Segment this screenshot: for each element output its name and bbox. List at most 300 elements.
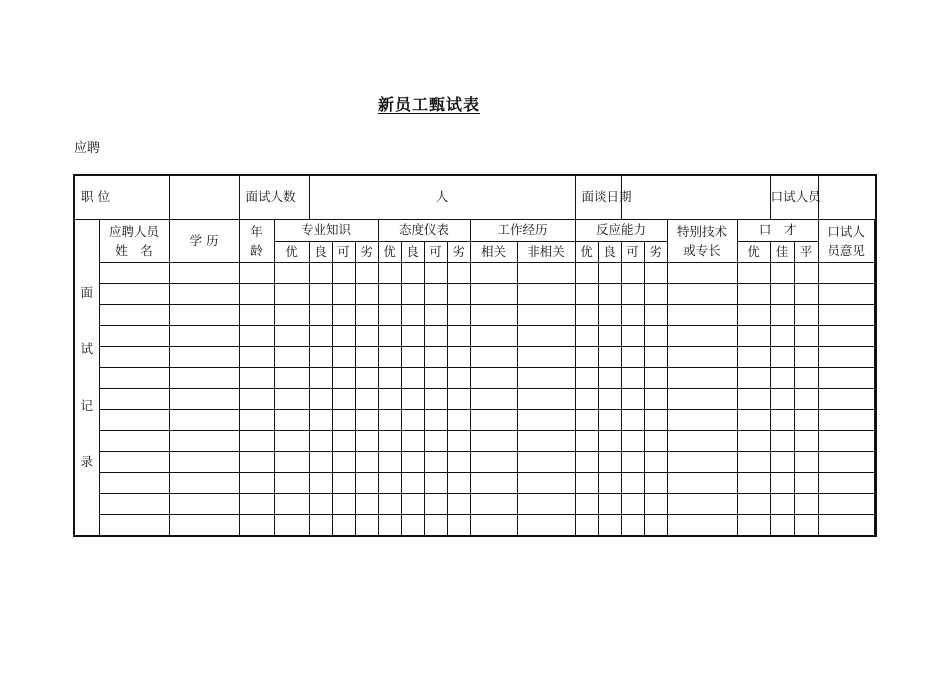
table-cell[interactable] bbox=[355, 368, 378, 389]
table-cell[interactable] bbox=[575, 515, 598, 537]
table-cell[interactable] bbox=[99, 452, 169, 473]
table-cell[interactable] bbox=[99, 305, 169, 326]
table-cell[interactable] bbox=[401, 410, 424, 431]
table-cell[interactable] bbox=[598, 515, 621, 537]
table-cell[interactable] bbox=[818, 410, 874, 431]
table-cell[interactable] bbox=[667, 389, 737, 410]
table-cell[interactable] bbox=[517, 347, 575, 368]
table-cell[interactable] bbox=[598, 494, 621, 515]
table-cell[interactable] bbox=[99, 431, 169, 452]
table-cell[interactable] bbox=[274, 263, 309, 284]
table-cell[interactable] bbox=[424, 389, 447, 410]
table-cell[interactable] bbox=[737, 515, 770, 537]
form-title: 新员工甄试表 bbox=[377, 95, 480, 114]
table-cell[interactable] bbox=[818, 452, 874, 473]
table-cell[interactable] bbox=[99, 494, 169, 515]
table-cell[interactable] bbox=[818, 515, 874, 537]
table-cell[interactable] bbox=[332, 389, 355, 410]
table-cell[interactable] bbox=[424, 410, 447, 431]
table-cell[interactable] bbox=[737, 410, 770, 431]
table-cell[interactable] bbox=[169, 284, 239, 305]
professional-knowledge-header: 专业知识 bbox=[274, 220, 378, 242]
table-cell[interactable] bbox=[99, 284, 169, 305]
table-cell[interactable] bbox=[169, 368, 239, 389]
table-cell[interactable] bbox=[332, 452, 355, 473]
table-cell[interactable] bbox=[470, 368, 517, 389]
table-cell[interactable] bbox=[309, 431, 332, 452]
table-cell[interactable] bbox=[99, 410, 169, 431]
table-cell[interactable] bbox=[517, 326, 575, 347]
table-cell[interactable] bbox=[737, 431, 770, 452]
table-cell[interactable] bbox=[274, 473, 309, 494]
table-cell[interactable] bbox=[517, 494, 575, 515]
table-cell[interactable] bbox=[99, 368, 169, 389]
table-cell[interactable] bbox=[239, 473, 274, 494]
table-cell[interactable] bbox=[239, 452, 274, 473]
table-cell[interactable] bbox=[378, 305, 401, 326]
table-cell[interactable] bbox=[818, 473, 874, 494]
table-cell[interactable] bbox=[355, 326, 378, 347]
table-cell[interactable] bbox=[378, 452, 401, 473]
table-cell[interactable] bbox=[309, 326, 332, 347]
table-cell[interactable] bbox=[470, 452, 517, 473]
table-cell[interactable] bbox=[355, 452, 378, 473]
table-cell[interactable] bbox=[447, 368, 470, 389]
table-cell[interactable] bbox=[621, 347, 644, 368]
table-cell[interactable] bbox=[332, 284, 355, 305]
table-cell[interactable] bbox=[332, 368, 355, 389]
table-cell[interactable] bbox=[818, 284, 874, 305]
table-cell[interactable] bbox=[575, 347, 598, 368]
table-cell[interactable] bbox=[378, 389, 401, 410]
table-cell[interactable] bbox=[447, 326, 470, 347]
table-cell[interactable] bbox=[309, 368, 332, 389]
table-cell[interactable] bbox=[309, 473, 332, 494]
table-cell[interactable] bbox=[424, 473, 447, 494]
table-cell[interactable] bbox=[621, 263, 644, 284]
table-cell[interactable] bbox=[332, 410, 355, 431]
table-cell[interactable] bbox=[355, 389, 378, 410]
table-cell[interactable] bbox=[274, 515, 309, 537]
table-cell[interactable] bbox=[621, 326, 644, 347]
table-cell[interactable] bbox=[239, 494, 274, 515]
table-cell[interactable] bbox=[309, 284, 332, 305]
table-cell[interactable] bbox=[794, 389, 818, 410]
table-cell[interactable] bbox=[447, 389, 470, 410]
table-cell[interactable] bbox=[794, 515, 818, 537]
table-cell[interactable] bbox=[447, 347, 470, 368]
table-cell[interactable] bbox=[169, 452, 239, 473]
table-cell[interactable] bbox=[621, 473, 644, 494]
table-cell[interactable] bbox=[401, 347, 424, 368]
table-cell[interactable] bbox=[355, 347, 378, 368]
table-cell[interactable] bbox=[355, 284, 378, 305]
table-cell[interactable] bbox=[447, 263, 470, 284]
table-cell[interactable] bbox=[575, 473, 598, 494]
table-cell[interactable] bbox=[332, 326, 355, 347]
table-row bbox=[74, 410, 876, 431]
table-cell[interactable] bbox=[818, 263, 874, 284]
table-cell[interactable] bbox=[621, 410, 644, 431]
table-cell[interactable] bbox=[667, 452, 737, 473]
table-cell[interactable] bbox=[470, 494, 517, 515]
table-cell[interactable] bbox=[598, 431, 621, 452]
table-cell[interactable] bbox=[239, 284, 274, 305]
table-cell[interactable] bbox=[274, 410, 309, 431]
table-cell[interactable] bbox=[517, 410, 575, 431]
table-cell[interactable] bbox=[169, 410, 239, 431]
table-cell[interactable] bbox=[667, 494, 737, 515]
table-cell[interactable] bbox=[621, 368, 644, 389]
table-cell[interactable] bbox=[424, 284, 447, 305]
table-cell[interactable] bbox=[309, 494, 332, 515]
table-cell[interactable] bbox=[621, 284, 644, 305]
table-cell[interactable] bbox=[470, 410, 517, 431]
table-cell[interactable] bbox=[447, 494, 470, 515]
table-cell[interactable] bbox=[621, 431, 644, 452]
table-cell[interactable] bbox=[239, 347, 274, 368]
table-cell[interactable] bbox=[737, 452, 770, 473]
table-cell[interactable] bbox=[644, 515, 667, 537]
table-cell[interactable] bbox=[309, 389, 332, 410]
table-cell[interactable] bbox=[575, 326, 598, 347]
table-cell[interactable] bbox=[667, 473, 737, 494]
table-cell[interactable] bbox=[378, 410, 401, 431]
table-cell[interactable] bbox=[378, 515, 401, 537]
table-cell[interactable] bbox=[99, 263, 169, 284]
table-cell[interactable] bbox=[99, 515, 169, 537]
table-cell[interactable] bbox=[644, 431, 667, 452]
table-cell[interactable] bbox=[598, 284, 621, 305]
table-cell[interactable] bbox=[239, 389, 274, 410]
table-cell[interactable] bbox=[621, 305, 644, 326]
table-cell[interactable] bbox=[169, 389, 239, 410]
table-cell[interactable] bbox=[818, 389, 874, 410]
table-cell[interactable] bbox=[737, 368, 770, 389]
table-cell[interactable] bbox=[274, 368, 309, 389]
table-cell[interactable] bbox=[355, 305, 378, 326]
table-cell[interactable] bbox=[309, 347, 332, 368]
table-cell[interactable] bbox=[644, 326, 667, 347]
table-cell[interactable] bbox=[274, 284, 309, 305]
table-cell[interactable] bbox=[667, 305, 737, 326]
table-cell[interactable] bbox=[667, 263, 737, 284]
examiner-value-cell[interactable] bbox=[818, 175, 876, 220]
table-cell[interactable] bbox=[447, 410, 470, 431]
table-cell[interactable] bbox=[644, 494, 667, 515]
header-row-1 bbox=[74, 220, 876, 242]
table-cell[interactable] bbox=[770, 347, 794, 368]
table-cell[interactable] bbox=[309, 263, 332, 284]
table-cell[interactable] bbox=[99, 326, 169, 347]
table-cell[interactable] bbox=[770, 410, 794, 431]
table-cell[interactable] bbox=[737, 347, 770, 368]
table-cell[interactable] bbox=[99, 473, 169, 494]
table-cell[interactable] bbox=[737, 473, 770, 494]
table-cell[interactable] bbox=[378, 284, 401, 305]
table-cell[interactable] bbox=[770, 452, 794, 473]
table-cell[interactable] bbox=[598, 452, 621, 473]
table-cell[interactable] bbox=[309, 515, 332, 537]
table-cell[interactable] bbox=[621, 389, 644, 410]
table-cell[interactable] bbox=[239, 431, 274, 452]
table-cell[interactable] bbox=[447, 284, 470, 305]
table-cell[interactable] bbox=[332, 494, 355, 515]
table-cell[interactable] bbox=[355, 263, 378, 284]
table-cell[interactable] bbox=[667, 410, 737, 431]
table-cell[interactable] bbox=[239, 326, 274, 347]
table-cell[interactable] bbox=[378, 494, 401, 515]
table-cell[interactable] bbox=[621, 515, 644, 537]
table-cell[interactable] bbox=[424, 515, 447, 537]
table-cell[interactable] bbox=[517, 368, 575, 389]
table-cell[interactable] bbox=[818, 347, 874, 368]
table-cell[interactable] bbox=[424, 347, 447, 368]
table-cell[interactable] bbox=[737, 494, 770, 515]
table-cell[interactable] bbox=[575, 284, 598, 305]
table-cell[interactable] bbox=[770, 284, 794, 305]
table-cell[interactable] bbox=[470, 389, 517, 410]
table-cell[interactable] bbox=[621, 452, 644, 473]
table-cell[interactable] bbox=[378, 347, 401, 368]
table-cell[interactable] bbox=[794, 431, 818, 452]
table-cell[interactable] bbox=[598, 368, 621, 389]
att-grade-fair: 可 bbox=[424, 242, 447, 263]
table-cell[interactable] bbox=[424, 368, 447, 389]
table-cell[interactable] bbox=[667, 284, 737, 305]
table-cell[interactable] bbox=[575, 431, 598, 452]
table-cell[interactable] bbox=[770, 473, 794, 494]
table-cell[interactable] bbox=[378, 473, 401, 494]
interview-count-unit[interactable]: 人 bbox=[309, 175, 575, 220]
table-cell[interactable] bbox=[794, 284, 818, 305]
table-cell[interactable] bbox=[239, 305, 274, 326]
react-grade-excellent: 优 bbox=[575, 242, 598, 263]
table-cell[interactable] bbox=[424, 431, 447, 452]
table-cell[interactable] bbox=[309, 452, 332, 473]
table-cell[interactable] bbox=[332, 263, 355, 284]
table-cell[interactable] bbox=[401, 431, 424, 452]
interview-date-value-cell[interactable] bbox=[621, 175, 770, 220]
table-cell[interactable] bbox=[239, 368, 274, 389]
table-cell[interactable] bbox=[401, 473, 424, 494]
table-cell[interactable] bbox=[770, 263, 794, 284]
table-cell[interactable] bbox=[770, 326, 794, 347]
table-cell[interactable] bbox=[575, 305, 598, 326]
table-cell[interactable] bbox=[794, 410, 818, 431]
table-cell[interactable] bbox=[770, 368, 794, 389]
table-cell[interactable] bbox=[424, 494, 447, 515]
table-row bbox=[74, 347, 876, 368]
table-cell[interactable] bbox=[644, 284, 667, 305]
table-cell[interactable] bbox=[99, 347, 169, 368]
table-cell[interactable] bbox=[517, 389, 575, 410]
table-cell[interactable] bbox=[378, 368, 401, 389]
table-cell[interactable] bbox=[169, 347, 239, 368]
table-cell[interactable] bbox=[818, 305, 874, 326]
table-cell[interactable] bbox=[517, 515, 575, 537]
table-cell[interactable] bbox=[169, 515, 239, 537]
table-cell[interactable] bbox=[470, 263, 517, 284]
table-cell[interactable] bbox=[737, 284, 770, 305]
table-cell[interactable] bbox=[644, 347, 667, 368]
table-cell[interactable] bbox=[517, 284, 575, 305]
table-cell[interactable] bbox=[470, 515, 517, 537]
table-cell[interactable] bbox=[274, 305, 309, 326]
table-cell[interactable] bbox=[794, 452, 818, 473]
table-cell[interactable] bbox=[598, 263, 621, 284]
table-cell[interactable] bbox=[332, 305, 355, 326]
table-cell[interactable] bbox=[818, 494, 874, 515]
table-cell[interactable] bbox=[575, 389, 598, 410]
table-cell[interactable] bbox=[355, 473, 378, 494]
table-cell[interactable] bbox=[401, 305, 424, 326]
table-cell[interactable] bbox=[470, 431, 517, 452]
table-cell[interactable] bbox=[169, 326, 239, 347]
table-cell[interactable] bbox=[239, 263, 274, 284]
table-cell[interactable] bbox=[770, 431, 794, 452]
table-cell[interactable] bbox=[401, 326, 424, 347]
table-cell[interactable] bbox=[401, 494, 424, 515]
table-cell[interactable] bbox=[447, 473, 470, 494]
table-cell[interactable] bbox=[770, 305, 794, 326]
table-cell[interactable] bbox=[794, 263, 818, 284]
table-row bbox=[74, 263, 876, 284]
table-cell[interactable] bbox=[794, 494, 818, 515]
table-cell[interactable] bbox=[274, 452, 309, 473]
table-cell[interactable] bbox=[355, 515, 378, 537]
table-cell[interactable] bbox=[644, 452, 667, 473]
table-cell[interactable] bbox=[517, 452, 575, 473]
table-cell[interactable] bbox=[644, 410, 667, 431]
table-cell[interactable] bbox=[598, 389, 621, 410]
table-cell[interactable] bbox=[447, 305, 470, 326]
table-cell[interactable] bbox=[575, 263, 598, 284]
table-cell[interactable] bbox=[770, 389, 794, 410]
table-cell[interactable] bbox=[644, 263, 667, 284]
table-cell[interactable] bbox=[401, 368, 424, 389]
table-cell[interactable] bbox=[598, 347, 621, 368]
table-cell[interactable] bbox=[667, 326, 737, 347]
table-cell[interactable] bbox=[517, 305, 575, 326]
table-cell[interactable] bbox=[667, 431, 737, 452]
table-cell[interactable] bbox=[621, 494, 644, 515]
table-cell[interactable] bbox=[667, 368, 737, 389]
table-cell[interactable] bbox=[401, 515, 424, 537]
table-cell[interactable] bbox=[794, 368, 818, 389]
table-cell[interactable] bbox=[818, 368, 874, 389]
table-cell[interactable] bbox=[401, 389, 424, 410]
table-cell[interactable] bbox=[239, 410, 274, 431]
table-cell[interactable] bbox=[598, 326, 621, 347]
table-cell[interactable] bbox=[401, 452, 424, 473]
table-cell[interactable] bbox=[470, 326, 517, 347]
table-cell[interactable] bbox=[424, 326, 447, 347]
table-cell[interactable] bbox=[598, 305, 621, 326]
table-cell[interactable] bbox=[818, 326, 874, 347]
table-cell[interactable] bbox=[332, 347, 355, 368]
interview-date-label: 面谈日期 bbox=[575, 175, 621, 220]
table-cell[interactable] bbox=[644, 389, 667, 410]
table-cell[interactable] bbox=[355, 410, 378, 431]
table-cell[interactable] bbox=[470, 473, 517, 494]
table-cell[interactable] bbox=[737, 389, 770, 410]
table-cell[interactable] bbox=[378, 431, 401, 452]
table-cell[interactable] bbox=[598, 473, 621, 494]
table-cell[interactable] bbox=[517, 431, 575, 452]
table-cell[interactable] bbox=[355, 494, 378, 515]
table-cell[interactable] bbox=[447, 431, 470, 452]
table-cell[interactable] bbox=[575, 368, 598, 389]
table-cell[interactable] bbox=[309, 305, 332, 326]
table-cell[interactable] bbox=[332, 473, 355, 494]
table-cell[interactable] bbox=[644, 473, 667, 494]
table-cell[interactable] bbox=[575, 452, 598, 473]
table-cell[interactable] bbox=[355, 431, 378, 452]
table-cell[interactable] bbox=[470, 284, 517, 305]
table-cell[interactable] bbox=[378, 326, 401, 347]
table-cell[interactable] bbox=[737, 326, 770, 347]
table-cell[interactable] bbox=[575, 410, 598, 431]
table-cell[interactable] bbox=[169, 494, 239, 515]
table-cell[interactable] bbox=[332, 431, 355, 452]
table-cell[interactable] bbox=[770, 494, 794, 515]
table-cell[interactable] bbox=[274, 326, 309, 347]
table-cell[interactable] bbox=[737, 305, 770, 326]
table-cell[interactable] bbox=[517, 473, 575, 494]
table-cell[interactable] bbox=[239, 515, 274, 537]
table-cell[interactable] bbox=[644, 305, 667, 326]
table-cell[interactable] bbox=[169, 263, 239, 284]
table-cell[interactable] bbox=[424, 263, 447, 284]
table-cell[interactable] bbox=[470, 347, 517, 368]
job-value-cell[interactable] bbox=[169, 175, 239, 220]
table-cell[interactable] bbox=[274, 494, 309, 515]
table-cell[interactable] bbox=[274, 389, 309, 410]
table-cell[interactable] bbox=[794, 347, 818, 368]
table-cell[interactable] bbox=[644, 368, 667, 389]
table-cell[interactable] bbox=[274, 347, 309, 368]
table-cell[interactable] bbox=[517, 263, 575, 284]
table-cell[interactable] bbox=[424, 452, 447, 473]
table-cell[interactable] bbox=[794, 326, 818, 347]
table-cell[interactable] bbox=[99, 389, 169, 410]
examiner-label: 口试人员 bbox=[770, 175, 818, 220]
table-cell[interactable] bbox=[424, 305, 447, 326]
table-cell[interactable] bbox=[794, 305, 818, 326]
table-cell[interactable] bbox=[169, 473, 239, 494]
table-cell[interactable] bbox=[818, 431, 874, 452]
table-cell[interactable] bbox=[447, 515, 470, 537]
table-cell[interactable] bbox=[598, 410, 621, 431]
table-cell[interactable] bbox=[332, 515, 355, 537]
table-cell[interactable] bbox=[770, 515, 794, 537]
table-cell[interactable] bbox=[667, 347, 737, 368]
table-cell[interactable] bbox=[794, 473, 818, 494]
table-cell[interactable] bbox=[378, 263, 401, 284]
table-cell[interactable] bbox=[274, 431, 309, 452]
table-cell[interactable] bbox=[575, 494, 598, 515]
table-cell[interactable] bbox=[737, 263, 770, 284]
table-cell[interactable] bbox=[169, 431, 239, 452]
table-cell[interactable] bbox=[309, 410, 332, 431]
table-cell[interactable] bbox=[401, 263, 424, 284]
table-cell[interactable] bbox=[447, 452, 470, 473]
table-cell[interactable] bbox=[169, 305, 239, 326]
table-cell[interactable] bbox=[401, 284, 424, 305]
table-cell[interactable] bbox=[667, 515, 737, 537]
table-cell[interactable] bbox=[470, 305, 517, 326]
